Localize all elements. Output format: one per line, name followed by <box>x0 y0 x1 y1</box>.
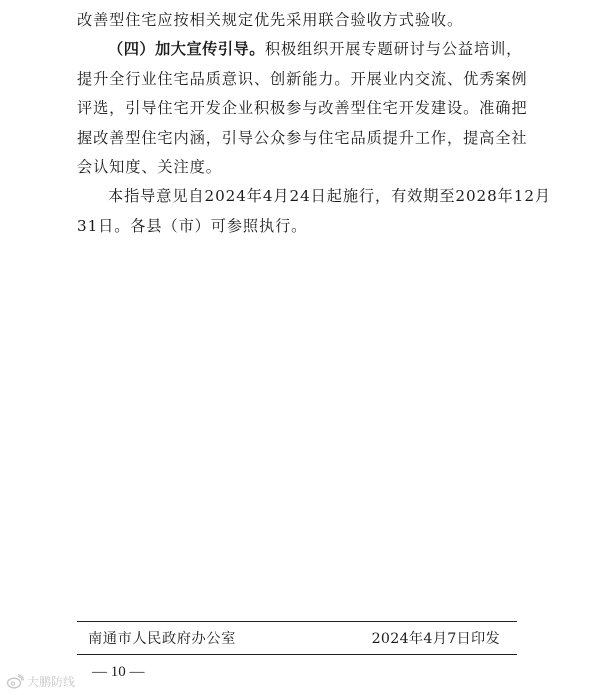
watermark <box>6 673 75 690</box>
issue-date: 2024年4月7日印发 <box>371 631 500 647</box>
text-line: 31日。各县（市）可参照执行。 <box>77 216 308 235</box>
text-line: 积极组织开展专题研讨与公益培训， <box>264 40 523 59</box>
text-line: 握改善型住宅内涵，引导公众参与住宅品质提升工作，提高全社 <box>77 128 528 147</box>
footer-bottom-rule <box>77 654 517 655</box>
page-number: — 10 — <box>92 664 145 680</box>
section-heading: （四）加大宣传引导。 <box>108 40 265 59</box>
section-four-first-line <box>77 35 523 64</box>
text-line: 改善型住宅应按相关规定优先采用联合验收方式验收。 <box>77 11 464 29</box>
footer-top-rule <box>77 621 517 622</box>
weibo-logo-icon <box>6 674 24 689</box>
text-line: 提升全行业住宅品质意识、创新能力。开展业内交流、优秀案例 <box>77 69 528 88</box>
document-body <box>77 6 551 241</box>
text-line: 会认知度、关注度。 <box>77 157 222 176</box>
text-line: 评选，引导住宅开发企业积极参与改善型住宅开发建设。准确把 <box>77 99 528 118</box>
watermark-text: 大鹏防线 <box>27 675 76 689</box>
text-line: 本指导意见自2024年4月24日起施行，有效期至2028年12月 <box>108 187 551 206</box>
issuer-name: 南通市人民政府办公室 <box>88 631 236 647</box>
